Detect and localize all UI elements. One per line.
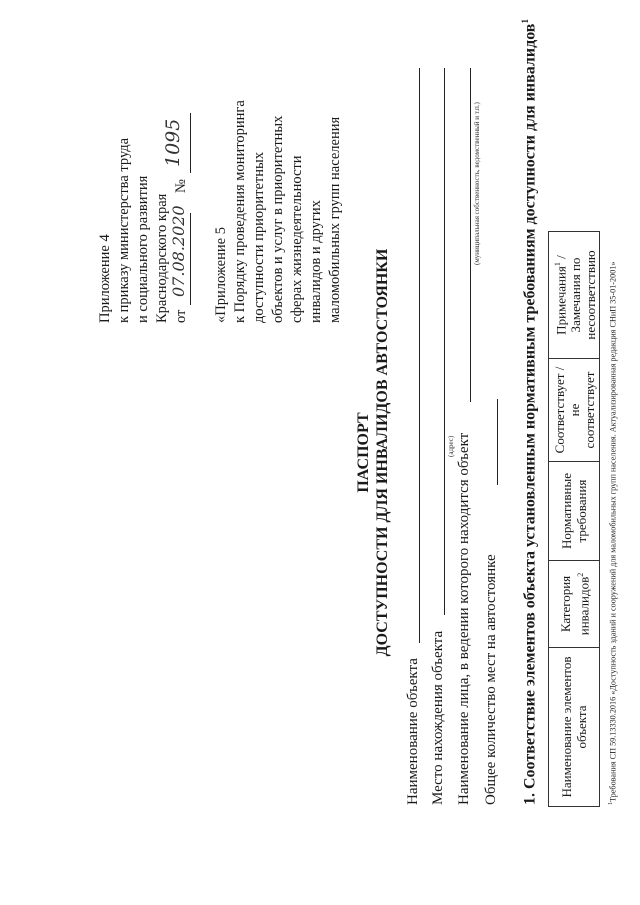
section-1-title — [520, 19, 539, 805]
object-address-label: Место нахождения объекта — [430, 630, 446, 805]
document-subtitle: ДОСТУПНОСТИ ДЛЯ ИНВАЛИДОВ АВТОСТОЯНКИ — [374, 248, 391, 657]
header-disability-category — [549, 561, 600, 648]
header-text: Нормативные — [559, 473, 575, 550]
appendix-line: к приказу министерства труда — [116, 137, 132, 323]
header-footnote-mark: 2 — [575, 572, 585, 577]
owner-label: Наименование лица, в ведении которого находится объект — [456, 432, 472, 805]
header-text: / — [553, 255, 569, 263]
section-1-text: 1. Соответствие элементов объекта установленным нормативным требованиям доступности для инвалидов — [521, 23, 539, 805]
header-notes — [549, 232, 600, 359]
header-text: Категория — [557, 575, 573, 633]
requirements-table — [548, 231, 600, 807]
owner-hint: (муниципальная собственность, ведомственный и т.п.) — [473, 102, 481, 265]
header-text: Соответствует / не — [551, 366, 582, 454]
appendix-ref-line: к Порядку проведения мониторинга — [232, 100, 248, 323]
appendix-line: и социального развития — [135, 175, 151, 323]
date-prefix: от — [173, 309, 189, 323]
parking-places-line — [497, 399, 498, 485]
date-handwritten: 07.08.2020 — [169, 205, 188, 297]
section-1-footnote-mark: 1 — [520, 19, 530, 24]
appendix-block — [96, 118, 192, 323]
number-handwritten: 1095 — [162, 118, 184, 167]
appendix-ref-line: объектов и услуг в приоритетных — [270, 115, 286, 323]
header-footnote-mark: 1 — [553, 262, 562, 267]
appendix-line: Краснодарского края — [154, 193, 170, 323]
header-object-elements — [549, 648, 600, 807]
owner-line — [470, 68, 471, 402]
table-header-row — [549, 232, 600, 807]
header-text: Примечания — [553, 266, 569, 335]
header-text: Наименование элементов объекта — [559, 656, 590, 798]
appendix-ref-line: доступности приоритетных — [251, 152, 267, 323]
number-prefix: № — [173, 179, 189, 193]
footnote-mark: 1 — [608, 802, 614, 805]
address-hint: (адрес) — [447, 435, 455, 457]
header-normative-requirements — [549, 462, 600, 561]
header-text: соответствует — [581, 371, 597, 449]
object-name-line — [419, 68, 420, 643]
object-name-label: Наименование объекта — [405, 658, 421, 805]
header-text: инвалидов — [575, 576, 591, 636]
appendix-ref-line: сферах жизнедеятельности — [289, 155, 305, 323]
header-text: требования — [574, 479, 590, 543]
footnote-text: Требования СП 59.13330.2016 «Доступность зданий и сооружений для маломобильных групп населения. Актуализированная редакция СНиП 35-01-2001» — [608, 261, 618, 802]
header-text: Замечания по несоответствию — [568, 250, 599, 340]
appendix-ref-line: маломобильных групп населения — [327, 116, 343, 323]
appendix-reference-block — [212, 100, 345, 323]
parking-places-label: Общее количество мест на автостоянке — [483, 554, 499, 805]
appendix-ref-line: «Приложение 5 — [213, 227, 229, 323]
object-address-line — [444, 68, 445, 615]
document-title: ПАСПОРТ — [355, 412, 372, 493]
header-compliance — [549, 359, 600, 462]
appendix-line: Приложение 4 — [97, 234, 113, 323]
footnote — [608, 262, 618, 806]
appendix-ref-line: инвалидов и других — [308, 200, 324, 323]
